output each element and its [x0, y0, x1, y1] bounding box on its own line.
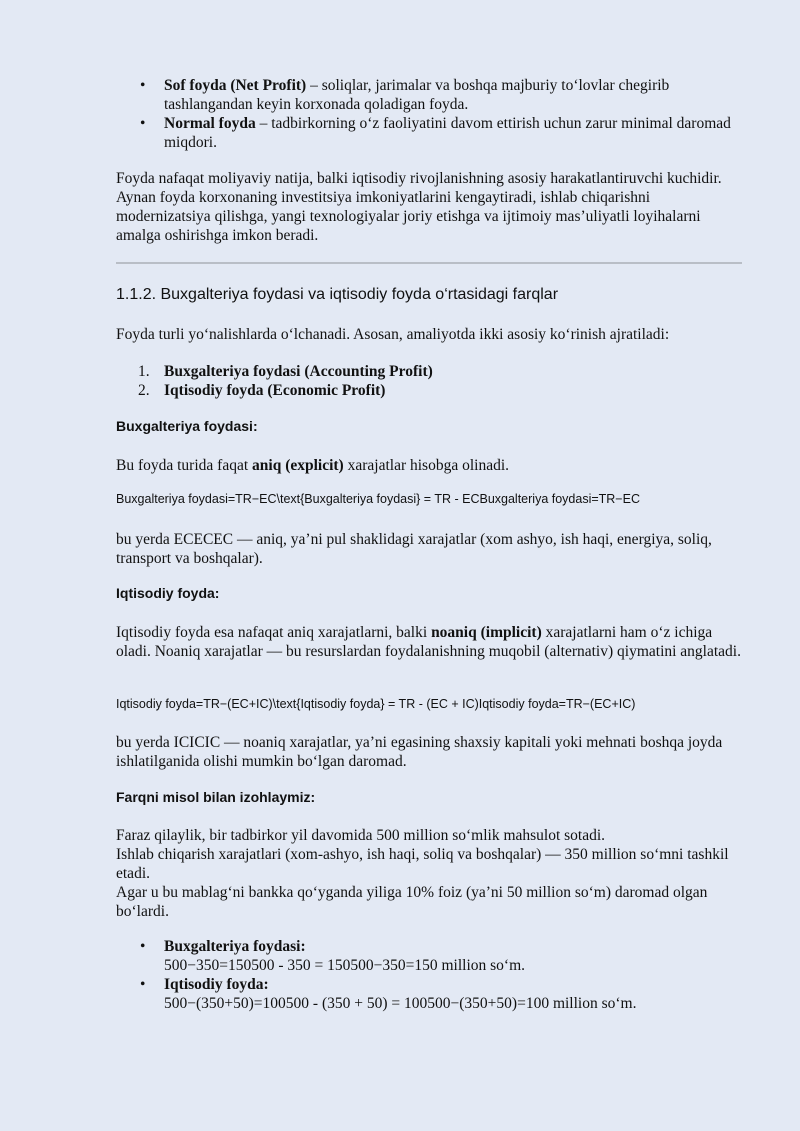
- result-label: Buxgalteriya foydasi:: [164, 938, 306, 955]
- term-normal-profit: Normal foyda: [164, 115, 256, 132]
- bullet-icon: •: [140, 938, 146, 955]
- paragraph-profit-role: Foyda nafaqat moliyaviy natija, balki iqtisodiy rivojlanishning asosiy harakatlantiruvchi kuchidir. Aynan foyda korxonaning investitsiya imkoniyatlarini kengaytiradi, ishlab chiqarishni modernizatsiya qilishga, yangi texnologiyalar joriy etishga va ijtimoiy mas’uliyatli loyihalarni amalga oshirishga imkon beradi.: [116, 170, 722, 244]
- list-item: [138, 362, 433, 381]
- bullet-icon: •: [140, 77, 146, 94]
- item-text: Iqtisodiy foyda (Economic Profit): [164, 382, 386, 399]
- intro-paragraph: Foyda turli yo‘nalishlarda o‘lchanadi. Asosan, amaliyotda ikki asosiy ko‘rinish ajratiladi:: [116, 326, 670, 343]
- definition-net-profit: – soliqlar, jarimalar va boshqa majburiy to‘lovlar chegirib tashlangandan keyin korxonada qoladigan foyda.: [164, 77, 670, 113]
- economic-formula: Iqtisodiy foyda=TR−(EC+IC)\text{Iqtisodiy foyda} = TR - (EC + IC)Iqtisodiy foyda=TR−(EC+IC): [116, 697, 636, 711]
- accounting-formula: Buxgalteriya foydasi=TR−EC\text{Buxgalteriya foydasi} = TR - ECBuxgalteriya foydasi=TR−EC: [116, 492, 640, 506]
- example-line: Agar u bu mablag‘ni bankka qo‘yganda yiliga 10% foiz (ya’ni 50 million so‘m) daromad olgan bo‘lardi.: [116, 884, 708, 920]
- desc-text: Bu foyda turida faqat: [116, 457, 253, 474]
- list-item: [138, 381, 433, 400]
- profit-types-list: [140, 76, 740, 152]
- bullet-icon: •: [140, 976, 146, 993]
- term-net-profit: Sof foyda (Net Profit): [164, 77, 307, 94]
- result-label: Iqtisodiy foyda:: [164, 976, 269, 993]
- example-line: Faraz qilaylik, bir tadbirkor yil davomida 500 million so‘mlik mahsulot sotadi.: [116, 827, 606, 844]
- list-item: [140, 975, 740, 1013]
- section-heading: 1.1.2. Buxgalteriya foydasi va iqtisodiy foyda o‘rtasidagi farqlar: [116, 286, 559, 303]
- desc-text: xarajatlar hisobga olinadi.: [343, 457, 510, 474]
- desc-text: Iqtisodiy foyda esa nafaqat aniq xarajatlarni, balki: [116, 624, 432, 641]
- accounting-note: bu yerda ECECEC — aniq, ya’ni pul shaklidagi xarajatlar (xom ashyo, ish haqi, energiya, soliq, transport va boshqalar).: [116, 531, 712, 567]
- economic-note: bu yerda ICICIC — noaniq xarajatlar, ya’ni egasining shaxsiy kapitali yoki mehnati boshqa joyda ishlatilganida olishi mumkin bo‘lgan daromad.: [116, 734, 723, 770]
- desc-bold: aniq (explicit): [252, 457, 344, 474]
- bullet-icon: •: [140, 115, 146, 132]
- list-item: [140, 114, 740, 152]
- desc-bold: noaniq (implicit): [431, 624, 542, 641]
- economic-description: [116, 623, 746, 661]
- example-body: [116, 826, 746, 921]
- definition-normal-profit: – tadbirkorning o‘z faoliyatini davom ettirish uchun zarur minimal daromad miqdori.: [164, 115, 731, 151]
- item-number: 2.: [138, 382, 150, 399]
- list-item: [140, 937, 740, 975]
- result-calc: 500−(350+50)=100500 - (350 + 50) = 100500−(350+50)=100 million so‘m.: [164, 995, 637, 1012]
- example-heading: Farqni misol bilan izohlaymiz:: [116, 789, 316, 805]
- accounting-description: [116, 456, 746, 475]
- item-number: 1.: [138, 363, 150, 380]
- profit-kinds-list: [138, 362, 433, 400]
- example-results-list: [140, 937, 740, 1013]
- section-divider: [116, 262, 742, 264]
- list-item: [140, 76, 740, 114]
- economic-heading: Iqtisodiy foyda:: [116, 585, 220, 601]
- accounting-heading: Buxgalteriya foydasi:: [116, 418, 258, 434]
- example-line: Ishlab chiqarish xarajatlari (xom-ashyo, ish haqi, soliq va boshqalar) — 350 million so‘mni tashkil etadi.: [116, 846, 729, 882]
- desc-text: xarajatlarni ham o‘z ichiga oladi. Noaniq xarajatlar — bu resurslardan foydalanishning muqobil (alternativ) qiymatini anglatadi.: [116, 624, 741, 660]
- result-calc: 500−350=150500 - 350 = 150500−350=150 million so‘m.: [164, 957, 526, 974]
- item-text: Buxgalteriya foydasi (Accounting Profit): [164, 363, 433, 380]
